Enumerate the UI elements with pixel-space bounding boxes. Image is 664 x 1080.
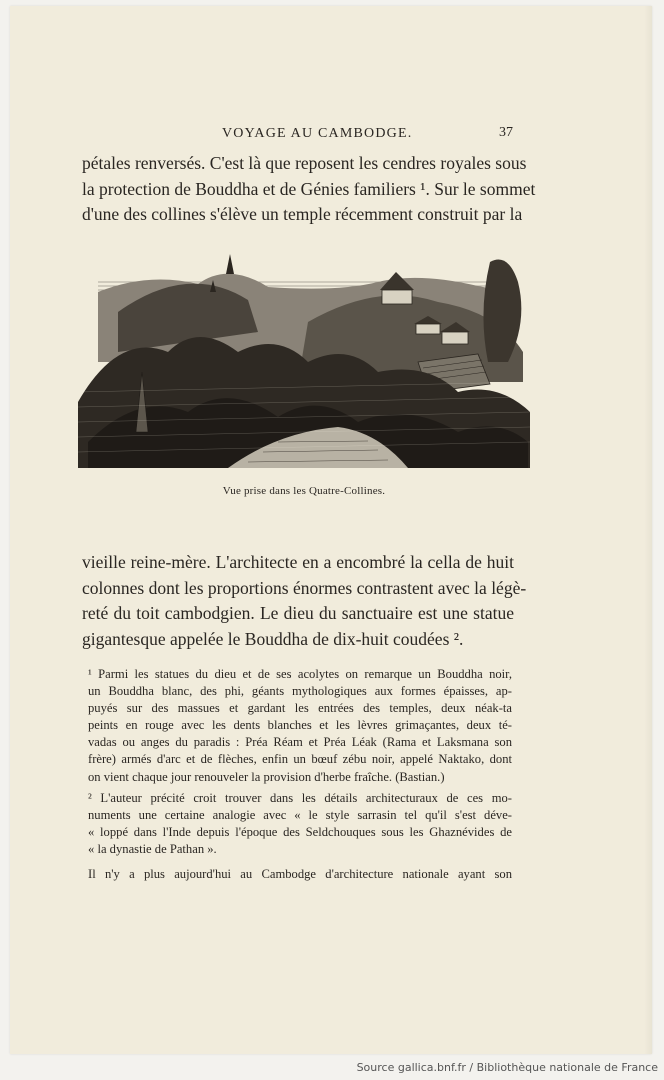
footnote-line: frère) armés d'arc et de flèches, enfin un bœuf zébu noir, appelé Naktako, dont (88, 752, 512, 767)
body-paragraph-bottom (82, 550, 527, 652)
source-attribution: Source gallica.bnf.fr / Bibliothèque nationale de France (356, 1061, 658, 1074)
book-page (10, 6, 652, 1054)
footnote-line: « loppé dans l'Inde depuis l'époque des Seldchouques sous les Ghaznévides de (88, 824, 512, 839)
continuation-line: Il n'y a plus aujourd'hui au Cambodge d'architecture nationale ayant son (88, 867, 512, 882)
footnotes (88, 666, 512, 883)
footnote-line: on vient chaque jour renouveler la provision d'herbe fraîche. (Bastian.) (88, 769, 445, 784)
footnote-1 (88, 666, 512, 786)
footnote-line: peints en rouge avec les dents blanches et les lèvres grimaçantes, deux té- (88, 718, 512, 733)
text-line: colonnes dont les proportions énormes contrastent avec la légè- (82, 577, 527, 598)
footnote-line: « la dynastie de Pathan ». (88, 841, 217, 856)
figure-caption: Vue prise dans les Quatre-Collines. (222, 485, 386, 497)
footnote-2 (88, 790, 512, 858)
footnote-line: ² L'auteur précité croit trouver dans les détails architecturaux de ces mo- (88, 790, 512, 805)
footnote-line: vadas ou anges du paradis : Préa Réam et Préa Léak (Rama et Laksmana son (88, 735, 512, 750)
footnote-line: numents une certaine analogie avec « le style sarrasin tel qu'il s'est déve- (88, 807, 512, 822)
text-line: pétales renversés. C'est là que reposent les cendres royales sous (82, 153, 527, 173)
page-number: 37 (499, 125, 513, 140)
text-line: gigantesque appelée le Bouddha de dix-huit coudées ². (82, 628, 464, 649)
body-paragraph-top (82, 151, 536, 228)
engraving-illustration (78, 242, 530, 468)
text-line: la protection de Bouddha et de Génies familiers ¹. Sur le sommet (82, 178, 536, 199)
footnote-line: puyés sur des massues et gardant les entrées des temples, deux néak-ta (88, 701, 512, 716)
text-line: reté du toit cambodgien. Le dieu du sanctuaire est une statue (82, 603, 514, 623)
text-line: d'une des collines s'élève un temple récemment construit par la (82, 204, 523, 224)
footnote-line: un Bouddha blanc, des phi, géants mythologiques aux formes épaisses, ap- (88, 684, 512, 699)
text-line: vieille reine-mère. L'architecte en a encombré la cella de huit (82, 552, 514, 572)
running-head: VOYAGE AU CAMBODGE. (222, 126, 413, 141)
footnote-line: ¹ Parmi les statues du dieu et de ses acolytes on remarque un Bouddha noir, (88, 667, 512, 681)
